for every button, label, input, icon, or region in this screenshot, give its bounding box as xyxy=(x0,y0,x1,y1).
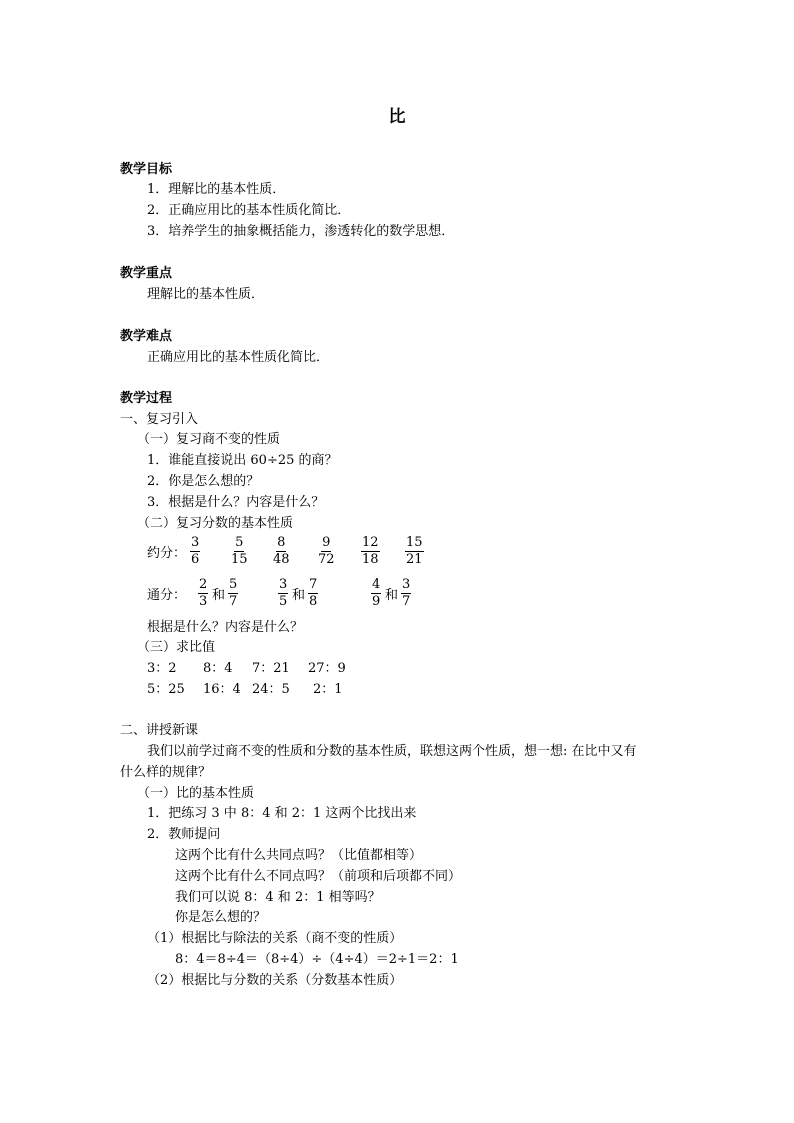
and-word: 和 xyxy=(212,588,226,603)
fraction: $\frac{9}{72}$ xyxy=(318,535,335,567)
difficulty-text: 正确应用比的基本性质化简比． xyxy=(147,350,330,365)
review-question: 1．谁能直接说出 60÷25 的商？ xyxy=(147,453,338,468)
goals-heading: 教学目标 xyxy=(120,162,173,177)
reason-item: （1）根据比与除法的关系（商不变的性质） xyxy=(147,931,403,946)
goal-item: 1．理解比的基本性质． xyxy=(147,182,286,197)
and-word: 和 xyxy=(385,588,399,603)
ratio-item: 24：5 xyxy=(252,682,290,697)
review-question: 3．根据是什么？内容是什么？ xyxy=(147,495,325,510)
fraction: $\frac{4}{9}$ xyxy=(372,577,381,609)
fraction: $\frac{7}{8}$ xyxy=(309,577,318,609)
goal-item: 2．正确应用比的基本性质化简比． xyxy=(147,203,351,218)
ratio-item: 7：21 xyxy=(252,661,290,676)
common-label: 通分： xyxy=(147,588,187,603)
part1-title: 一、复习引入 xyxy=(120,412,199,427)
intro-line: 什么样的规律？ xyxy=(120,765,212,780)
fraction: $\frac{3}{5}$ xyxy=(279,577,288,609)
document-title: 比 xyxy=(388,107,406,127)
intro-line: 我们以前学过商不变的性质和分数的基本性质，联想这两个性质，想一想: 在比中又有 xyxy=(147,744,637,759)
part2-sub1-title: （一）比的基本性质 xyxy=(137,786,255,801)
ratio-item: 5：25 xyxy=(147,682,185,697)
ratio-item: 8：4 xyxy=(203,661,233,676)
key-text: 理解比的基本性质． xyxy=(147,287,265,302)
part2-title: 二、讲授新课 xyxy=(120,723,199,738)
ratio-item: 2：1 xyxy=(313,682,343,697)
equation: 8：4＝8÷4＝（8÷4）÷（4÷4）＝2÷1＝2：1 xyxy=(175,952,459,967)
fraction: $\frac{3}{7}$ xyxy=(402,577,411,609)
part1-sub2-title: （二）复习分数的基本性质 xyxy=(137,516,294,531)
fraction: $\frac{8}{48}$ xyxy=(273,535,290,567)
fraction: $\frac{3}{6}$ xyxy=(191,535,200,567)
key-heading: 教学重点 xyxy=(120,266,173,281)
reason-item: （2）根据比与分数的关系（分数基本性质） xyxy=(147,973,403,988)
fraction: $\frac{12}{18}$ xyxy=(362,535,379,567)
fraction: $\frac{2}{3}$ xyxy=(199,577,208,609)
ratio-item: 27：9 xyxy=(308,661,346,676)
part1-sub1-title: （一）复习商不变的性质 xyxy=(137,432,281,447)
review-question: 2．你是怎么想的？ xyxy=(147,474,260,489)
teacher-question: 你是怎么想的？ xyxy=(175,910,267,925)
teacher-question: 这两个比有什么不同点吗？（前项和后项都不同） xyxy=(175,869,462,884)
difficulty-heading: 教学难点 xyxy=(120,329,173,344)
basis-question: 根据是什么？内容是什么？ xyxy=(147,620,304,635)
step-item: 1．把练习 3 中 8：4 和 2：1 这两个比找出来 xyxy=(147,806,417,821)
teacher-question: 这两个比有什么共同点吗？（比值都相等） xyxy=(175,848,423,863)
fraction: $\frac{15}{21}$ xyxy=(406,535,423,567)
reduce-label: 约分： xyxy=(147,546,187,561)
goal-item: 3．培养学生的抽象概括能力，渗透转化的数学思想． xyxy=(147,224,455,239)
fraction: $\frac{5}{15}$ xyxy=(231,535,248,567)
part1-sub3-title: （三）求比值 xyxy=(137,640,216,655)
step-item: 2．教师提问 xyxy=(147,827,221,842)
process-heading: 教学过程 xyxy=(120,391,173,406)
and-word: 和 xyxy=(292,588,306,603)
teacher-question: 我们可以说 8：4 和 2：1 相等吗？ xyxy=(175,890,381,905)
ratio-item: 16：4 xyxy=(203,682,241,697)
fraction: $\frac{5}{7}$ xyxy=(229,577,238,609)
ratio-item: 3：2 xyxy=(147,661,177,676)
